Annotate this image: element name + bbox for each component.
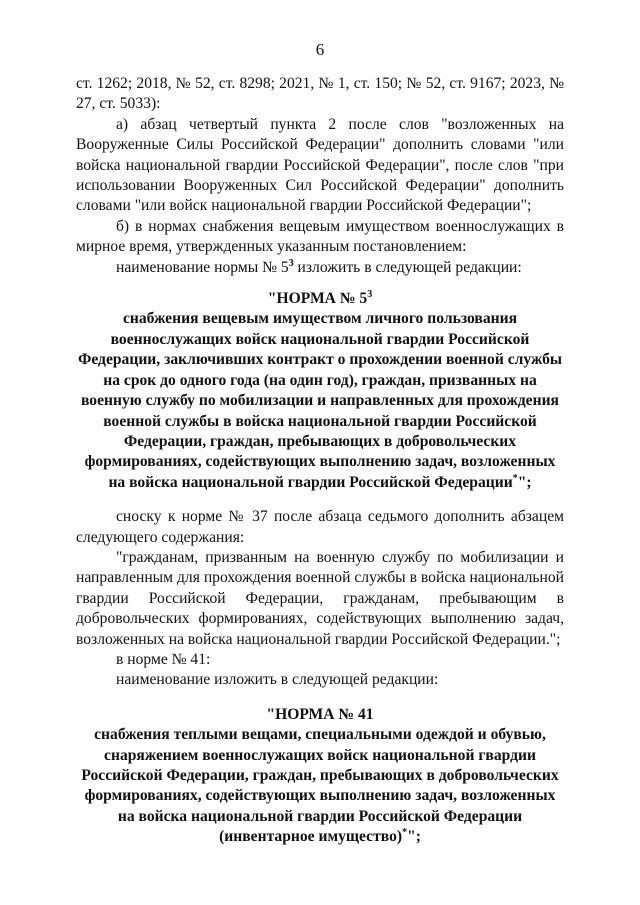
paragraph-norm-41: в норме № 41:: [116, 650, 211, 668]
paragraph-footnote-text: "гражданам, призванным на военную службу по мобилизации и направленным для прохождения военной службы в войска национальной гвардии Российской Федерации, гражданам, пребывающим в добровольческих формированиях, содействующих выполнению задач, возложенных на войска национальной гвардии Российской Федерации.";: [76, 548, 564, 648]
norm-5-3-title-text: "НОРМА № 5: [267, 290, 368, 308]
paragraph-footnote-37: сноску к норме № 37 после абзаца седьмого дополнить абзацем следующего содержания:: [76, 508, 564, 546]
norm-5-3-heading: [76, 309, 564, 493]
page-number: 6: [315, 40, 325, 59]
paragraph-norm-5-3-intro: [76, 258, 564, 278]
paragraph-item-b: б) в нормах снабжения вещевым имуществом военнослужащих в мирное время, утвержденных указанным постановлением:: [76, 217, 564, 256]
norm-5-3-intro-tail: изложить в следующей редакции:: [293, 258, 522, 276]
norm-5-3-heading-text: снабжения вещевым имуществом личного пользования военнослужащих войск национальной гвардии Российской Федерации, заключивших контракт о прохождении военной службы на срок до одного года (на один год), граждан, призванных на военную службу по мобилизации и направленных для прохождения военной службы в войска национальной гвардии Российской Федерации, граждан, пребывающих в добровольческих формированиях, содействующих выполнению задач, возложенных на войска национальной гвардии Российской Федерации: [77, 310, 563, 491]
norm-5-3-title: [76, 289, 564, 309]
norm-41-title: "НОРМА № 41: [266, 705, 374, 723]
paragraph-citation-end: ст. 1262; 2018, № 52, ст. 8298; 2021, № 1, ст. 150; № 52, ст. 9167; 2023, № 27, ст. 5033):: [76, 75, 564, 113]
paragraph-item-a: а) абзац четвертый пункта 2 после слов "возложенных на Вооруженные Силы Российской Федерации" дополнить словами "или войска национальной гвардии Российской Федерации", после слов "при использовании Вооруженных Сил Российской Федерации" дополнить словами "или войск национальной гвардии Российской Федерации";: [76, 115, 564, 215]
footnote-marker: *: [402, 827, 408, 839]
norm-5-3-intro-superscript: 3: [288, 257, 294, 269]
paragraph-norm-41-intro: наименование изложить в следующей редакции:: [116, 671, 439, 689]
norm-41-heading-text: снабжения теплыми вещами, специальными одеждой и обувью, снаряжением военнослужащих войск национальной гвардии Российской Федерации, граждан, пребывающих в добровольческих формированиях, содействующих выполнению задач, возложенных на войска национальной гвардии Российской Федерации (инвентарное имущество): [81, 726, 559, 846]
norm-5-3-title-superscript: 3: [367, 289, 373, 301]
norm-41-heading: [76, 725, 564, 847]
footnote-marker: *: [512, 472, 518, 484]
norm-5-3-intro-text: наименование нормы № 5: [116, 258, 289, 276]
document-body: [76, 74, 564, 848]
norm-41-heading-tail: ";: [407, 828, 421, 846]
norm-5-3-heading-tail: ";: [517, 473, 532, 491]
